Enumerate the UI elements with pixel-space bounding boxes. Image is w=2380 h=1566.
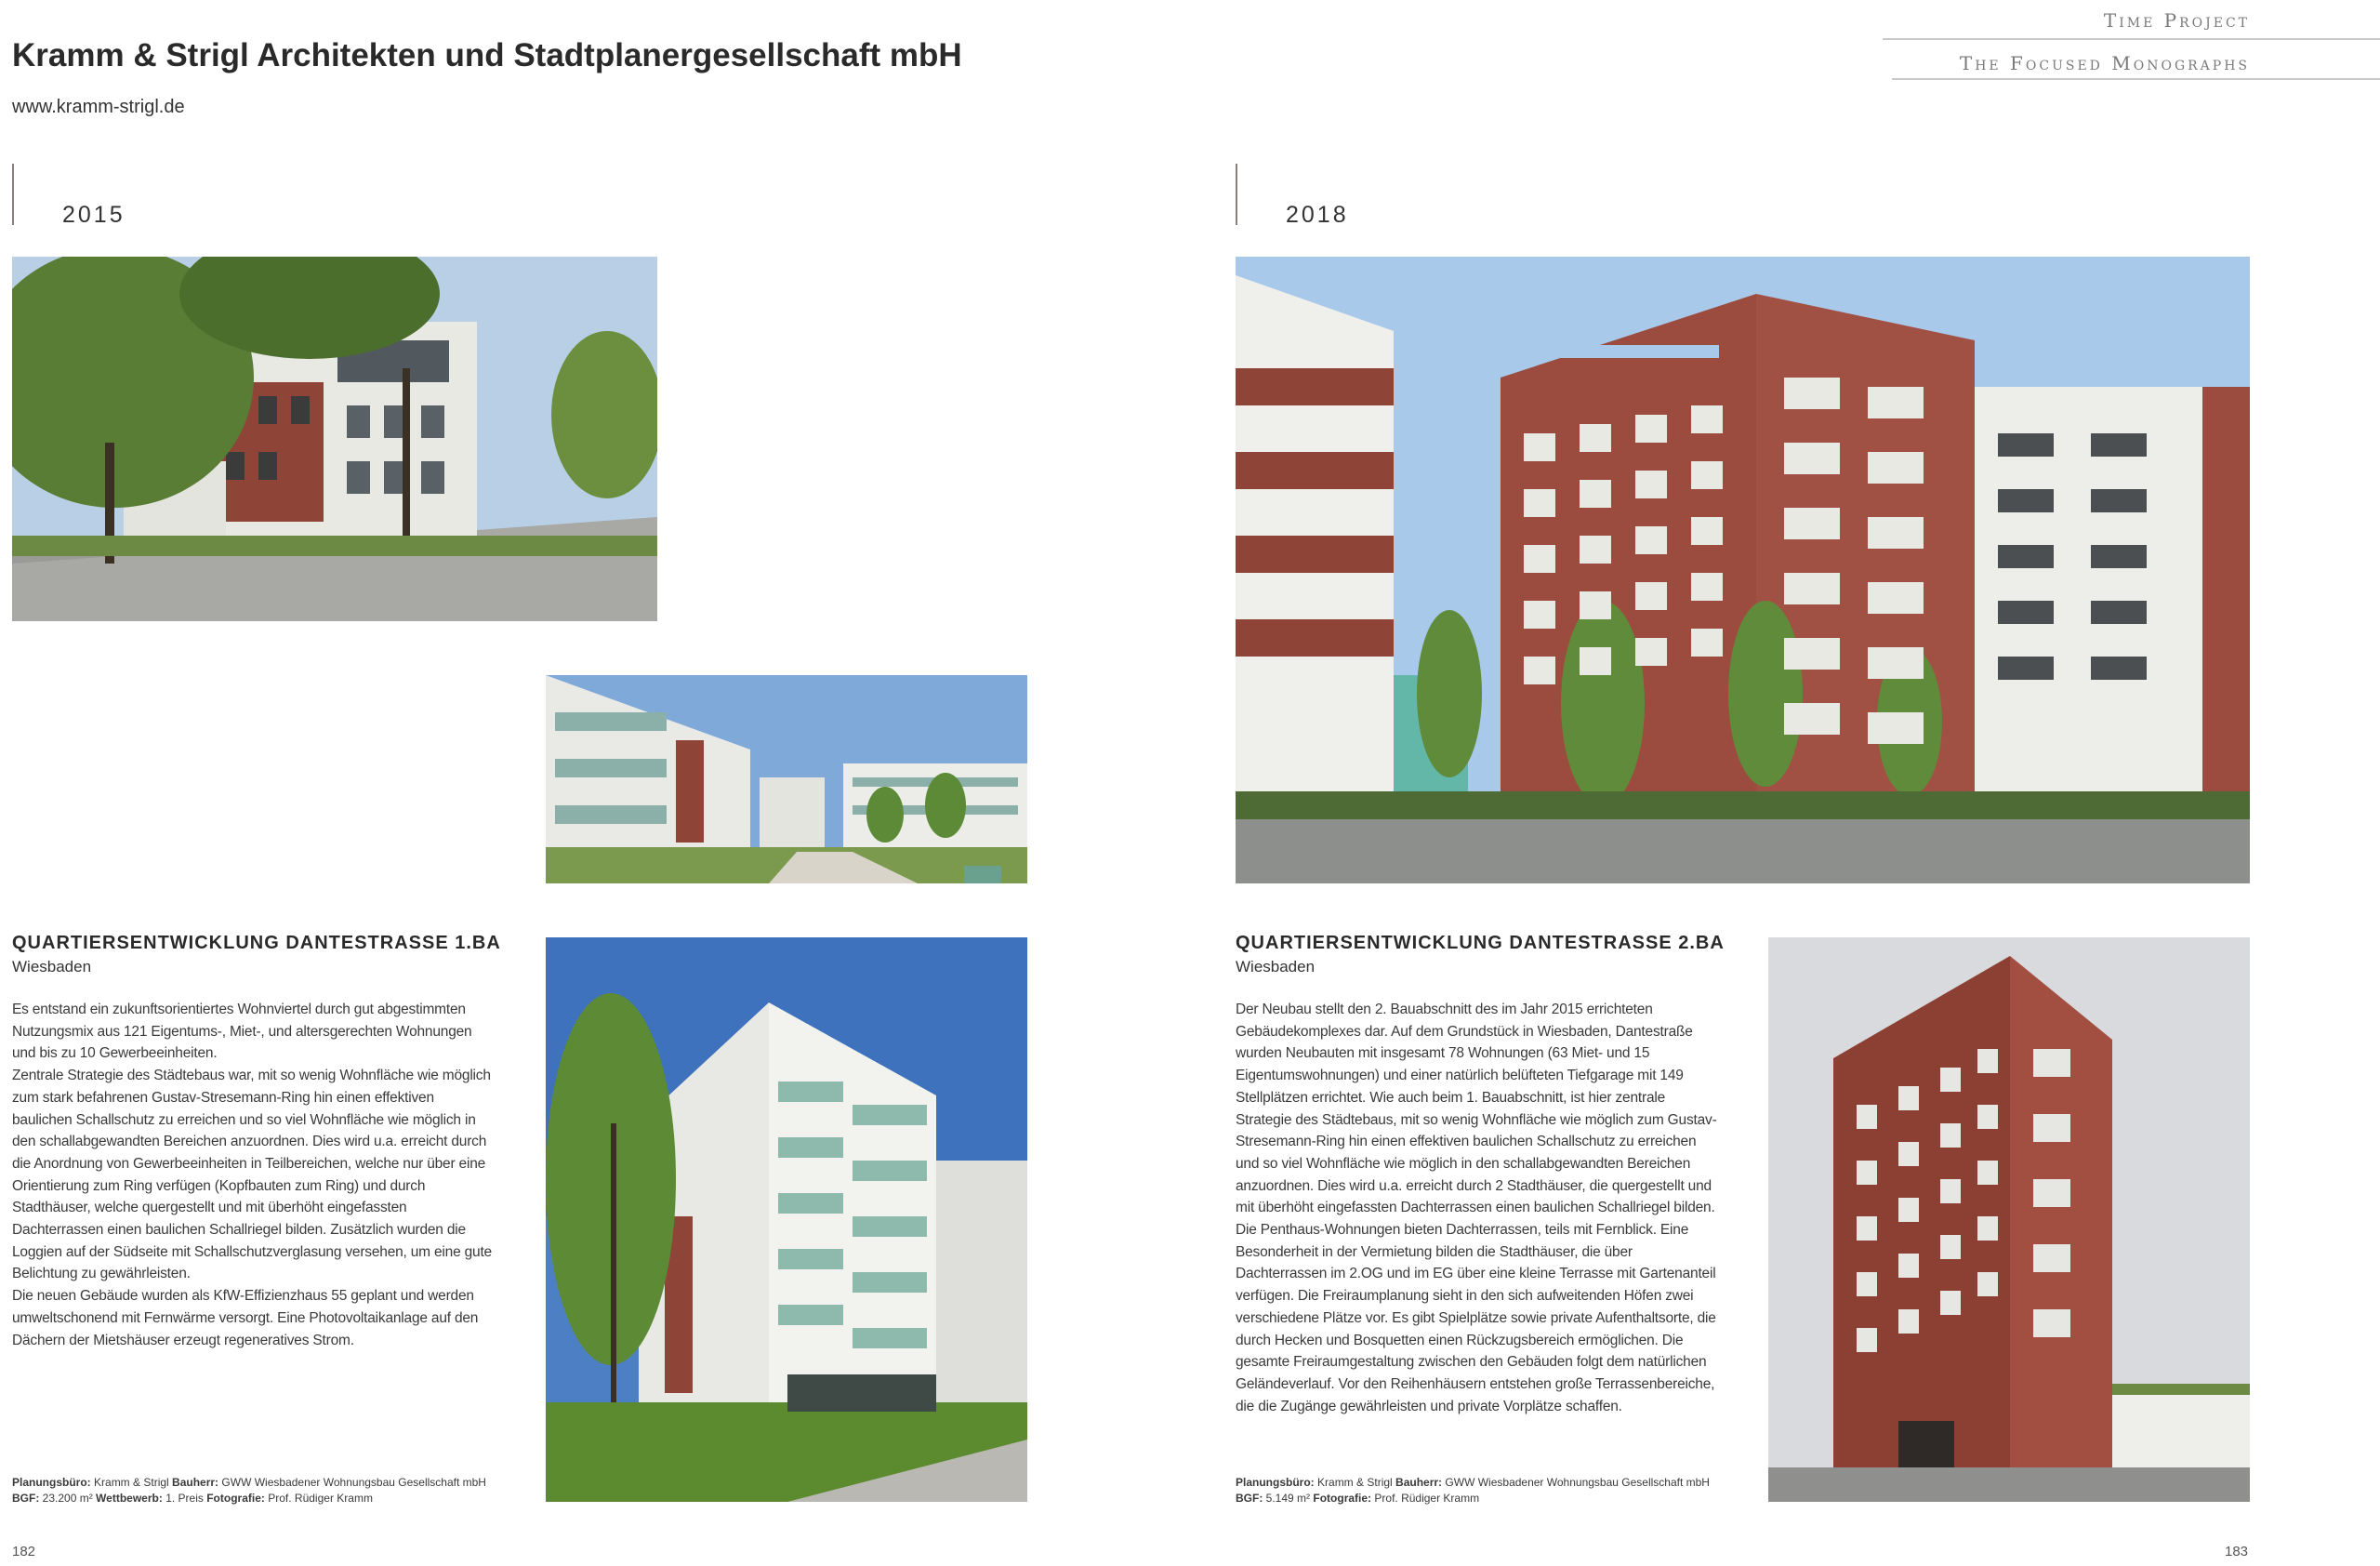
credits-line-1 (1236, 1475, 1710, 1491)
year-label: 2018 (1286, 202, 1349, 228)
project-title: QUARTIERSENTWICKLUNG DANTESTRASSE 1.BA (12, 933, 501, 953)
project-photo-1 (12, 257, 657, 621)
credit-label: Planungsbüro: (12, 1476, 91, 1489)
series-subtitle: The Focused Monographs (1959, 52, 2250, 74)
project-credits (1236, 1475, 1710, 1506)
credit-label: Bauherr: (172, 1476, 219, 1489)
credit-label: Bauherr: (1395, 1476, 1443, 1489)
credit-label: BGF: (1236, 1492, 1263, 1505)
credit-value: GWW Wiesbadener Wohnungsbau Gesellschaft mbH (1445, 1476, 1710, 1489)
project-location: Wiesbaden (1236, 958, 1316, 975)
subtitle-rule (1892, 78, 2380, 80)
project-title: QUARTIERSENTWICKLUNG DANTESTRASSE 2.BA (1236, 933, 1725, 953)
credit-label: Wettbewerb: (96, 1492, 163, 1505)
year-marker-bar (1236, 164, 1237, 225)
credit-label: Fotografie: (206, 1492, 265, 1505)
project-credits (12, 1475, 486, 1506)
project-description: Der Neubau stellt den 2. Bauabschnitt des im Jahr 2015 errichteten Gebäudekomplexes dar. Auf dem Grundstück in Wiesbaden, Dantestraße wurden Neubauten mit insgesamt 78 Wohnungen (63 Miet- und 15 Eigentumswohnungen) und einer natürlich belüfteten Tiefgarage mit 149 Stellplätzen errichtet. Wie auch beim 1. Bauabschnitt, ist hier zentrale Strategie des Städtebaus, mit so wenig Wohnfläche wie möglich zum Gustav-Stresemann-Ring hin einen effektiven baulichen Schallschutz zu erreichen und so viel Wohnfläche wie möglich in den schallabgewandten Bereichen anzuordnen. Dies wird u.a. erreicht durch 2 Stadthäuser, die quergestellt und mit überhöht eingefassten Dachterrassen einen baulichen Schallriegel bilden. Die Penthaus-Wohnungen bieten Dachterrassen, teils mit Fernblick. Eine Besonderheit in der Vermietung bilden die Stadthäuser, die über Dachterrassen im 2.OG und im EG über eine kleine Terrasse mit Gartenanteil verfügen. Die Freiraumplanung sieht in den sich aufweitenden Höfen zwei verschiedene Plätze vor. Es gibt Spielplätze sowie private Aufenthaltsorte, die durch Hecken und Bosquetten einen Rückzugsbereich ermöglichen. Die gesamte Freiraumgestaltung zwischen den Gebäuden folgt dem natürlichen Geländeverlauf. Vor den Reihenhäusern entstehen große Terrassenbereiche, die die Zugänge gewährleisten und private Vorplätze schaffen. (1236, 1002, 1720, 1414)
project-photo-3 (546, 937, 1027, 1502)
credit-value: Prof. Rüdiger Kramm (268, 1492, 373, 1505)
project-photo-4 (1236, 257, 2250, 883)
credit-label: BGF: (12, 1492, 40, 1505)
credit-value: 1. Preis (165, 1492, 204, 1505)
credit-label: Fotografie: (1313, 1492, 1372, 1505)
page-number: 182 (12, 1544, 36, 1559)
credit-label: Planungsbüro: (1236, 1476, 1315, 1489)
page-number: 183 (2225, 1544, 2249, 1559)
credits-line-2 (1236, 1491, 1710, 1506)
credits-line-2 (12, 1491, 486, 1506)
credit-value: GWW Wiesbadener Wohnungsbau Gesellschaft mbH (221, 1476, 486, 1489)
credits-line-1 (12, 1475, 486, 1491)
firm-title: Kramm & Strigl Architekten und Stadtplanergesellschaft mbH (12, 37, 962, 73)
project-photo-5 (1768, 937, 2250, 1502)
credit-value: 5.149 m² (1265, 1492, 1311, 1505)
credit-value: Kramm & Strigl (1317, 1476, 1393, 1489)
credit-value: 23.200 m² (42, 1492, 93, 1505)
project-location: Wiesbaden (12, 958, 92, 975)
series-title: Time Project (2103, 9, 2250, 32)
project-photo-2 (546, 675, 1027, 883)
year-label: 2015 (62, 202, 126, 228)
credit-value: Kramm & Strigl (94, 1476, 169, 1489)
firm-website[interactable]: www.kramm-strigl.de (12, 97, 185, 117)
series-rule (1883, 38, 2380, 40)
year-marker-bar (12, 164, 14, 225)
project-description: Es entstand ein zukunftsorientiertes Wohnviertel durch gut abgestimmten Nutzungsmix aus 121 Eigentums-, Miet-, und altersgerechten Wohnungen und bis zu 10 Gewerbeeinheiten. Zentrale Strategie des Städtebaus war, mit so wenig Wohnfläche wie möglich zum stark befahrenen Gustav-Stresemann-Ring hin einen effektiven baulichen Schallschutz zu erreichen und so viel Wohnfläche wie möglich in den schallabgewandten Bereichen anzuordnen. Dies wird u.a. erreicht durch die Anordnung von Gewerbeeinheiten in Teilbereichen, welche nur über eine Orientierung zum Ring verfügen (Kopfbauten zum Ring) und durch Stadthäuser, welche quergestellt und mit überhöht eingefassten Dachterrassen einen baulichen Schallriegel bilden. Zusätzlich wurden die Loggien auf der Südseite mit Schallschutzverglasung versehen, um eine gute Belichtung zu gewährleisten. Die neuen Gebäude wurden als KfW-Effizienzhaus 55 geplant und werden umweltschonend mit Fernwärme versorgt. Eine Photovoltaikanlage auf den Dächern der Mietshäuser erzeugt regeneratives Strom. (12, 1002, 492, 1348)
credit-value: Prof. Rüdiger Kramm (1374, 1492, 1480, 1505)
